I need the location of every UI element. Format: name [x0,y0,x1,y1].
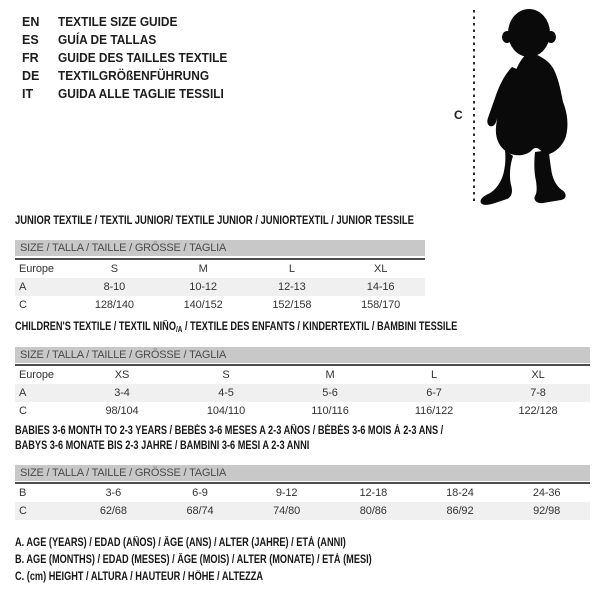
language-code: EN [22,15,40,29]
size-header-bar: SIZE / TALLA / TAILLE / GRÖSSE / TAGLIA [15,347,590,363]
language-title: GUÍA DE TALLAS [58,33,157,47]
table-cell: 86/92 [417,502,504,520]
table-cell: M [325,369,335,381]
language-code: ES [22,33,39,47]
baby-figure [450,4,600,210]
language-code: IT [22,87,34,101]
babies-size-table [15,482,590,520]
table-cell: 62/68 [70,502,157,520]
table-cell: 122/128 [518,405,558,417]
height-measure-label: C [454,108,463,122]
table-cell: 18-24 [446,487,474,499]
children-size-table [15,364,590,420]
table-cell: XS [114,369,130,381]
table-row [15,365,590,384]
table-row [15,384,590,402]
table-cell: 7-8 [486,384,590,402]
table-cell: 80/86 [330,502,417,520]
table-row [15,296,425,314]
section-title-junior: JUNIOR TEXTILE / TEXTIL JUNIOR/ TEXTILE JUNIOR / JUNIORTEXTIL / JUNIOR TESSILE [15,215,414,227]
section-title-babies: BABIES 3-6 MONTH TO 2-3 YEARS / BEBÉS 3-6 MESES A 2-3 AÑOS / BÉBÉS 3-6 MOIS À 2-3 ANS / BABYS 3-6 MONATE BIS 2-3 JAHRE / BAMBINI 3-6 MESI A 2-3 ANNI [15,425,444,452]
table-cell: L [430,369,438,381]
table-cell: 92/98 [503,502,590,520]
language-title: GUIDE DES TAILLES TEXTILE [58,51,228,65]
language-row [22,49,236,67]
size-header-bar: SIZE / TALLA / TAILLE / GRÖSSE / TAGLIA [15,240,425,256]
language-title: TEXTILGRÖßENFÜHRUNG [58,69,210,83]
table-cell: 12-13 [248,278,337,296]
table-cell: 98/104 [105,405,139,417]
table-cell: 68/74 [157,502,244,520]
language-row [22,13,236,31]
row-label: A [15,278,70,296]
table-cell: 9-12 [275,487,298,499]
table-cell: 140/152 [183,299,223,311]
legend-line-b: B. AGE (MONTHS) / EDAD (MESES) / ÂGE (MOIS) / ALTER (MONATE) / ETÀ (MESI) [15,554,372,566]
table-cell: 6-9 [192,487,208,499]
language-row [22,31,236,49]
table-row [15,402,590,420]
table-cell: L [288,263,295,275]
toddler-shape [481,9,568,205]
table-cell: 4-5 [174,384,278,402]
row-label: Europe [19,263,54,275]
legend-line-c: C. (cm) HEIGHT / ALTURA / HAUTEUR / HÖHE / ALTEZZA [15,571,264,583]
table-cell: 110/116 [311,405,349,417]
table-cell: M [198,263,208,275]
language-row [22,67,236,85]
table-cell: 8-10 [70,278,159,296]
language-title: GUIDA ALLE TAGLIE TESSILI [58,87,224,101]
table-cell: S [222,369,230,381]
subscript: /A [175,325,183,334]
table-cell: 74/80 [243,502,330,520]
row-label: Europe [19,369,54,381]
table-cell: 152/158 [272,299,312,311]
table-cell: 3-6 [105,487,122,499]
legend [15,535,461,586]
baby-silhouette [450,4,600,210]
language-row [22,85,236,103]
table-cell: 24-36 [532,487,561,499]
language-code: FR [22,51,39,65]
table-cell: 3-4 [70,384,174,402]
size-header-bar: SIZE / TALLA / TAILLE / GRÖSSE / TAGLIA [15,465,590,481]
table-cell: XL [531,369,545,381]
table-cell: 12-18 [359,487,388,499]
section-title-children: CHILDREN'S TEXTILE / TEXTIL NIÑO/A / TEXTILE DES ENFANTS / KINDERTEXTIL / BAMBINI TESSILE [15,321,458,334]
table-cell: 10-12 [159,278,248,296]
row-label: A [15,384,70,402]
table-row [15,502,590,520]
row-label: C [19,299,27,311]
table-row [15,278,425,296]
legend-line-a: A. AGE (YEARS) / EDAD (AÑOS) / ÂGE (ANS) / ALTER (JAHRE) / ETÀ (ANNI) [15,537,346,549]
junior-size-table [15,258,425,314]
language-list [22,13,236,103]
table-cell: S [110,263,118,275]
row-label: B [19,487,27,499]
table-row [15,259,425,278]
table-row [15,483,590,502]
language-code: DE [22,69,40,83]
table-cell: 116/122 [414,405,454,417]
table-cell: 158/170 [361,299,401,311]
table-cell: 128/140 [94,299,134,311]
table-cell: XL [373,263,388,275]
table-cell: 6-7 [382,384,486,402]
row-label: C [19,405,27,417]
table-cell: 104/110 [206,405,246,417]
language-title: TEXTILE SIZE GUIDE [58,15,178,29]
table-cell: 5-6 [278,384,382,402]
row-label: C [15,502,70,520]
table-cell: 14-16 [336,278,425,296]
